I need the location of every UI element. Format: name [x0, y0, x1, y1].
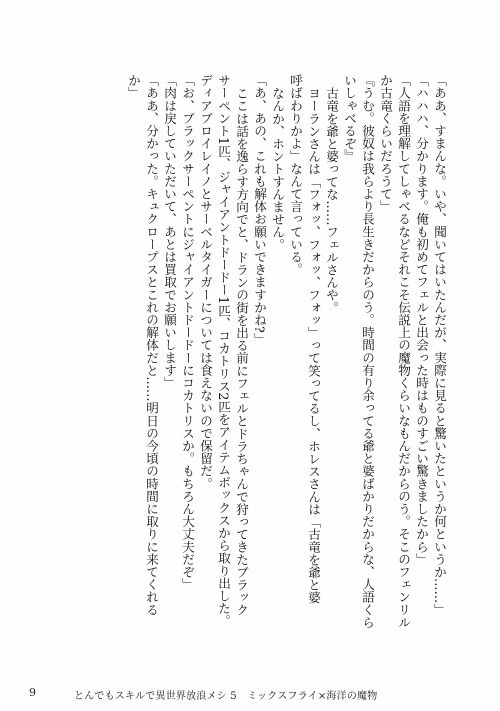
page-number: 9 — [29, 686, 36, 699]
text-line: 「人語を理解してしゃべるなどそれこそ伝説上の魔物くらいなもんだからのう。そこのフェンリル — [396, 74, 411, 629]
text-line: 『うむ。彼奴は我らより長生きだからのう。時間の有り余ってる爺と婆ばかりだからな、人語くら — [360, 74, 375, 629]
text-line: ここは話を逸らす方向でと、ドランの街を出る前にフェルとドラちゃんで狩ってきたブラック — [234, 86, 249, 616]
text-line: 「ああ、すまんな。いや、聞いてはいたんだが、実際に見ると驚いたというか何というか……」 — [432, 74, 447, 616]
text-line: か」 — [126, 74, 141, 100]
text-line: 「肉は戻していただいて、あとは買取でお願いします」 — [162, 74, 177, 389]
text-line: 古竜を爺と婆ってな……フェルさんや。 — [324, 86, 339, 314]
text-line: いしゃべるぞ』 — [342, 74, 357, 163]
text-line: 「お、ブラックサーペントにジャイアントドードーにコカトリスか。もちろん大丈夫だぞ」 — [180, 74, 195, 591]
text-line: ヨーランさんは「フォッ、フォッ、フォッ」って笑ってるし、ホレスさんは「古竜を爺と婆 — [306, 86, 321, 604]
text-line: ディアブロイレイノとサーベルタイガーについては食えないので保留だ。 — [198, 74, 213, 490]
page-footer — [0, 686, 500, 702]
text-line: 「あ、あの、これも解体お願いできますかね?」 — [252, 74, 267, 346]
text-line: 呼ばわりかよ」なんて言っている。 — [288, 74, 303, 276]
running-title: とんでもスキルで異世界放浪メシ 5 ミックスフライ×海洋の魔物 — [74, 691, 378, 702]
text-line: なんか、ホントすんません。 — [270, 86, 285, 251]
text-line: か古竜くらいだろうて」 — [378, 74, 393, 213]
vertical-text-body — [124, 74, 448, 674]
text-line: 「ああ、分かった。キュクロープスとこれの解体だと……明日の今頃の時間に取りに来てくれる — [144, 74, 159, 616]
text-line: サーペント1匹、ジャイアントドードー1匹、コカトリス2匹をアイテムボックスから取り出した。 — [216, 74, 231, 628]
text-line: 「ハハハ、分かります。俺も初めてフェルと出会った時はものすごい驚きましたから」 — [414, 74, 429, 566]
